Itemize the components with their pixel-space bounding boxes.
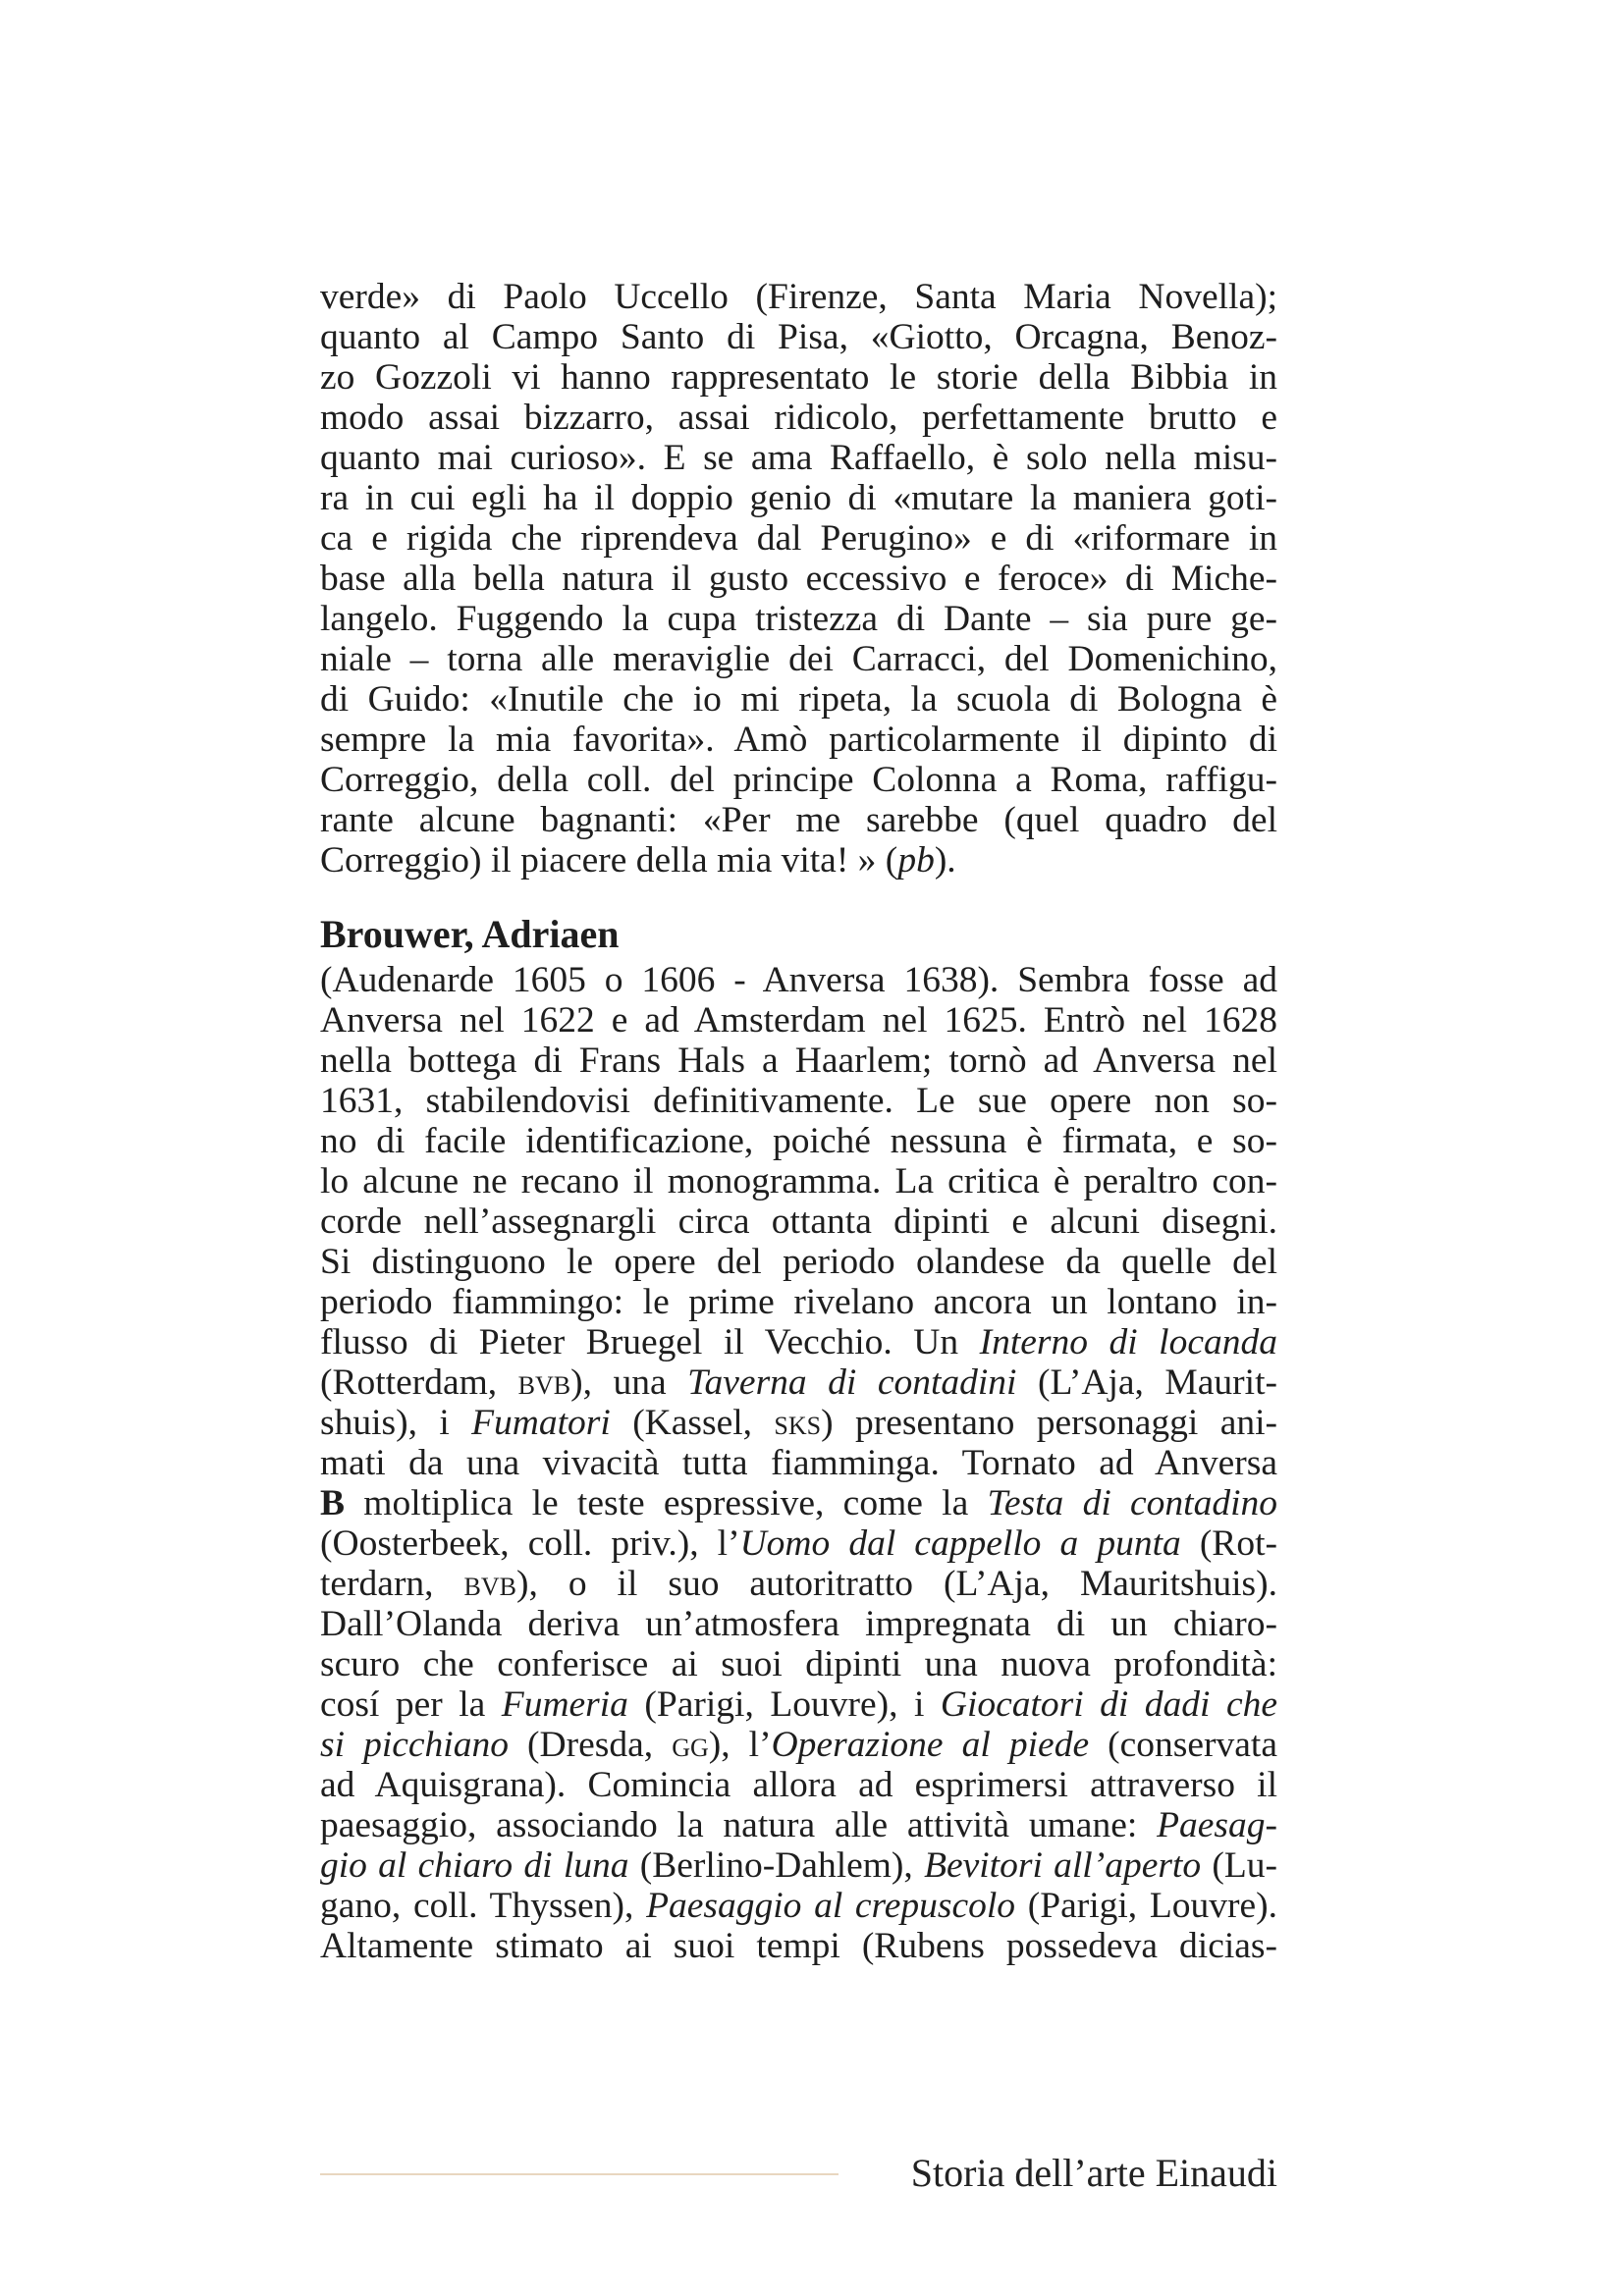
text-line: sempre la mia favorita». Amò particolarmente il dipinto di (320, 720, 1277, 760)
text-fragment: ) presentano personaggi ani- (821, 1403, 1277, 1443)
text-fragment: Correggio) il piacere della mia vita! » ( (320, 840, 898, 881)
artwork-title: Bevitori all’aperto (924, 1845, 1202, 1886)
artwork-title: Giocatori di dadi che (940, 1684, 1277, 1725)
text-line (320, 1483, 1277, 1523)
artist-initial: B (320, 1483, 346, 1523)
text-line (320, 1725, 1277, 1765)
museum-abbr: bvb (463, 1564, 516, 1604)
museum-abbr: bvb (517, 1362, 571, 1403)
text-fragment: terdarn, (320, 1564, 464, 1604)
text-line (320, 1805, 1277, 1845)
text-fragment: (Rot- (1180, 1523, 1277, 1564)
artwork-title: Paesag- (1157, 1805, 1277, 1845)
text-line: 1631, stabilendovisi definitivamente. Le sue opere non so- (320, 1081, 1277, 1121)
artwork-title: Fumeria (501, 1684, 628, 1725)
text-line: (Audenarde 1605 o 1606 - Anversa 1638). Sembra fosse ad (320, 960, 1277, 1000)
artwork-title: Uomo dal cappello a punta (739, 1523, 1181, 1564)
text-line (320, 1362, 1277, 1403)
artwork-title: gio al chiaro di luna (320, 1845, 629, 1886)
page-body (320, 277, 1277, 1966)
text-fragment: (Oosterbeek, coll. priv.), l’ (320, 1523, 740, 1564)
text-fragment: (conservata (1089, 1725, 1277, 1765)
text-fragment: ), l’ (708, 1725, 772, 1765)
text-fragment: gano, coll. Thyssen), (320, 1886, 647, 1926)
continuation-paragraph (320, 277, 1277, 881)
text-fragment: ). (934, 840, 956, 881)
text-line: Si distinguono le opere del periodo olandese da quelle del (320, 1242, 1277, 1282)
text-fragment: flusso di Pieter Bruegel il Vecchio. Un (320, 1322, 980, 1362)
museum-abbr: sks (774, 1403, 822, 1443)
text-line: niale – torna alle meraviglie dei Carracci, del Domenichino, (320, 639, 1277, 679)
text-line: Dall’Olanda deriva un’atmosfera impregnata di un chiaro- (320, 1604, 1277, 1644)
text-fragment: (Berlino-Dahlem), (628, 1845, 925, 1886)
text-fragment: (Kassel, (610, 1403, 775, 1443)
museum-abbr: gg (672, 1725, 709, 1765)
footer-rule (320, 2173, 839, 2175)
text-line: verde» di Paolo Uccello (Firenze, Santa Maria Novella); (320, 277, 1277, 317)
text-fragment: (Dresda, (508, 1725, 673, 1765)
text-line (320, 1845, 1277, 1886)
artwork-title: Interno di locanda (979, 1322, 1277, 1362)
text-line: Altamente stimato ai suoi tempi (Rubens possedeva dicias- (320, 1926, 1277, 1966)
text-line: mati da una vivacità tutta fiamminga. Tornato ad Anversa (320, 1443, 1277, 1483)
artwork-title: Taverna di contadini (687, 1362, 1017, 1403)
text-line (320, 1684, 1277, 1725)
text-fragment: (Rotterdam, (320, 1362, 518, 1403)
text-fragment: (L’Aja, Maurit- (1016, 1362, 1277, 1403)
text-line: quanto mai curioso». E se ama Raffaello, è solo nella misu- (320, 438, 1277, 478)
text-line: Anversa nel 1622 e ad Amsterdam nel 1625. Entrò nel 1628 (320, 1000, 1277, 1041)
text-fragment: (Parigi, Louvre). (1015, 1886, 1277, 1926)
entry-paragraph (320, 960, 1277, 1966)
text-line (320, 1564, 1277, 1604)
text-line (320, 1523, 1277, 1564)
text-line: ra in cui egli ha il doppio genio di «mutare la maniera goti- (320, 478, 1277, 518)
text-line (320, 1886, 1277, 1926)
entry-heading: Brouwer, Adriaen (320, 912, 620, 956)
text-line: scuro che conferisce ai suoi dipinti una nuova profondità: (320, 1644, 1277, 1684)
text-line: periodo fiammingo: le prime rivelano ancora un lontano in- (320, 1282, 1277, 1322)
text-line: nella bottega di Frans Hals a Haarlem; tornò ad Anversa nel (320, 1041, 1277, 1081)
text-line: corde nell’assegnargli circa ottanta dipinti e alcuni disegni. (320, 1201, 1277, 1242)
text-fragment: paesaggio, associando la natura alle attività umane: (320, 1805, 1158, 1845)
artwork-title: Fumatori (471, 1403, 611, 1443)
text-line: zo Gozzoli vi hanno rappresentato le storie della Bibbia in (320, 357, 1277, 398)
text-line (320, 840, 1277, 881)
text-line: langelo. Fuggendo la cupa tristezza di Dante – sia pure ge- (320, 599, 1277, 639)
artwork-title: Testa di contadino (987, 1483, 1277, 1523)
text-line: base alla bella natura il gusto eccessivo e feroce» di Miche- (320, 559, 1277, 599)
text-line: Correggio, della coll. del principe Colonna a Roma, raffigu- (320, 760, 1277, 800)
text-line: lo alcune ne recano il monogramma. La critica è peraltro con- (320, 1161, 1277, 1201)
artwork-title: Paesaggio al crepuscolo (646, 1886, 1016, 1926)
footer-title: Storia dell’arte Einaudi (910, 2151, 1277, 2195)
text-fragment: ), o il suo autoritratto (L’Aja, Mauritshuis). (516, 1564, 1277, 1604)
text-fragment: ), una (570, 1362, 688, 1403)
artwork-title: si picchiano (320, 1725, 509, 1765)
text-line: di Guido: «Inutile che io mi ripeta, la scuola di Bologna è (320, 679, 1277, 720)
text-fragment: (Lu- (1201, 1845, 1278, 1886)
text-line: quanto al Campo Santo di Pisa, «Giotto, Orcagna, Benoz- (320, 317, 1277, 357)
page-footer (320, 2152, 1277, 2195)
text-line: ad Aquisgrana). Comincia allora ad esprimersi attraverso il (320, 1765, 1277, 1805)
artwork-title: Operazione al piede (771, 1725, 1090, 1765)
author-initials: pb (897, 840, 935, 881)
text-line: no di facile identificazione, poiché nessuna è firmata, e so- (320, 1121, 1277, 1161)
text-line: modo assai bizzarro, assai ridicolo, perfettamente brutto e (320, 398, 1277, 438)
text-line (320, 1403, 1277, 1443)
text-line (320, 1322, 1277, 1362)
text-fragment: (Parigi, Louvre), i (627, 1684, 941, 1725)
text-line: ca e rigida che riprendeva dal Perugino» e di «riformare in (320, 518, 1277, 559)
text-fragment: cosí per la (320, 1684, 502, 1725)
text-fragment: moltiplica le teste espressive, come la (345, 1483, 988, 1523)
text-fragment: shuis), i (320, 1403, 472, 1443)
text-line: rante alcune bagnanti: «Per me sarebbe (quel quadro del (320, 800, 1277, 840)
